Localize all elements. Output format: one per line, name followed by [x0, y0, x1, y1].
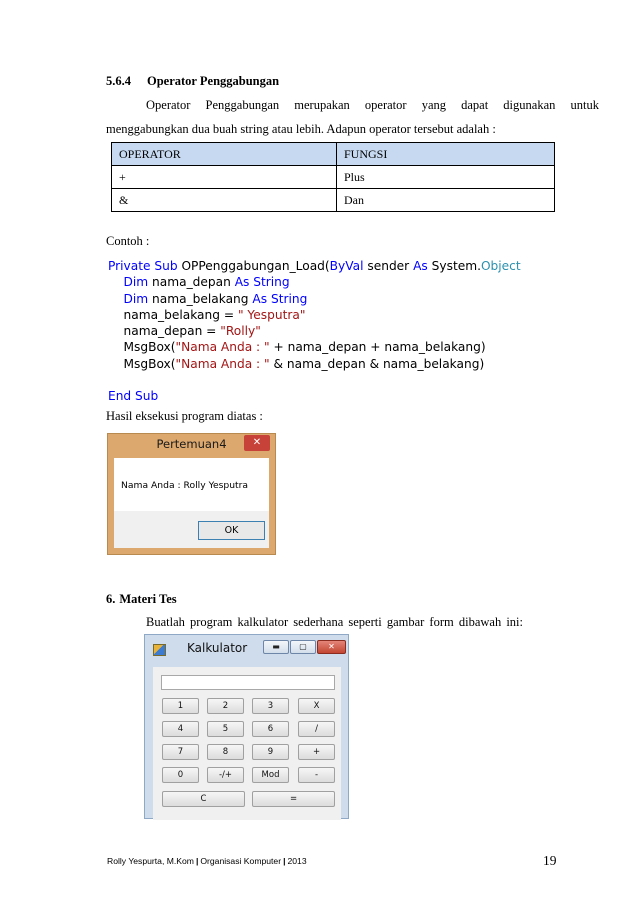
minimize-icon[interactable]: ▬	[263, 640, 289, 654]
close-icon[interactable]: ✕	[317, 640, 346, 654]
code-string: "Nama Anda : "	[175, 340, 270, 355]
equals-button[interactable]: =	[252, 791, 335, 807]
table-cell: Dan	[337, 189, 555, 212]
code-keyword: As String	[252, 291, 308, 306]
code-keyword: As	[413, 259, 428, 273]
code-string: "Nama Anda : "	[175, 356, 270, 371]
calculator-titlebar	[145, 635, 348, 663]
code-line	[108, 291, 521, 307]
code-keyword: As String	[234, 275, 290, 290]
code-string: " Yesputra"	[237, 307, 306, 322]
code-text: & nama_depan & nama_belakang)	[269, 356, 485, 371]
key-divide-button[interactable]: /	[298, 721, 335, 737]
key-6-button[interactable]: 6	[252, 721, 289, 737]
section-number: 5.6.4	[106, 74, 131, 88]
table-row	[112, 189, 555, 212]
table-row	[112, 166, 555, 189]
code-text: MsgBox(	[123, 356, 176, 371]
msgbox-message: Nama Anda : Rolly Yesputra	[121, 480, 249, 491]
app-icon	[153, 644, 166, 656]
key-mod-button[interactable]: Mod	[252, 767, 289, 783]
code-keyword: Dim	[123, 275, 149, 290]
calculator-title: Kalkulator	[187, 641, 248, 655]
calculator-window	[144, 634, 349, 819]
table-cell: Plus	[337, 166, 555, 189]
code-text: sender	[363, 259, 414, 273]
code-line	[108, 323, 521, 339]
calculator-client	[153, 667, 341, 820]
section-heading	[106, 74, 279, 89]
footer-year: 2013	[287, 856, 307, 866]
code-text: nama_depan =	[123, 324, 221, 339]
code-type: Object	[480, 259, 521, 273]
section-6-title: Materi Tes	[119, 592, 177, 606]
key-plus-button[interactable]: +	[298, 744, 335, 760]
page-footer	[107, 856, 307, 866]
section-6-heading	[106, 592, 177, 607]
code-line	[108, 356, 521, 372]
code-keyword: ByVal	[329, 259, 364, 273]
key-1-button[interactable]: 1	[162, 698, 199, 714]
msgbox-window	[107, 433, 276, 555]
footer-separator: |	[195, 856, 199, 866]
code-text: nama_belakang =	[123, 307, 238, 322]
page-number: 19	[543, 853, 557, 868]
key-multiply-button[interactable]: X	[298, 698, 335, 714]
code-line	[108, 274, 521, 290]
footer-course: Organisasi Komputer	[200, 856, 282, 866]
code-text: OPPenggabungan_Load(	[181, 259, 330, 273]
section-6-number: 6.	[106, 592, 116, 606]
operator-table	[111, 142, 555, 212]
key-2-button[interactable]: 2	[207, 698, 244, 714]
key-3-button[interactable]: 3	[252, 698, 289, 714]
key-minus-button[interactable]: -	[298, 767, 335, 783]
code-text: nama_depan	[148, 275, 235, 290]
paragraph-line-2: menggabungkan dua buah string atau lebih. Adapun operator tersebut adalah :	[106, 122, 496, 136]
instruction-text: Buatlah program kalkulator sederhana seperti gambar form dibawah ini:	[146, 615, 523, 629]
clear-button[interactable]: C	[162, 791, 245, 807]
table-header-row	[112, 143, 555, 166]
code-keyword: End Sub	[108, 389, 159, 404]
code-keyword: Private Sub	[108, 259, 182, 273]
code-blank-line	[108, 372, 521, 388]
code-block	[108, 258, 521, 405]
hasil-label: Hasil eksekusi program diatas :	[106, 409, 263, 423]
footer-author: Rolly Yespurta, M.Kom	[107, 856, 194, 866]
code-keyword: Dim	[123, 291, 149, 306]
table-header-fungsi: FUNGSI	[337, 143, 555, 166]
code-line	[108, 307, 521, 323]
code-text: nama_belakang	[148, 291, 253, 306]
key-8-button[interactable]: 8	[207, 744, 244, 760]
code-line	[108, 388, 521, 404]
calculator-display-input[interactable]	[161, 675, 335, 690]
msgbox-footer	[114, 511, 269, 548]
table-cell: &	[112, 189, 337, 212]
key-4-button[interactable]: 4	[162, 721, 199, 737]
code-text: + nama_depan + nama_belakang)	[269, 340, 486, 355]
key-9-button[interactable]: 9	[252, 744, 289, 760]
close-icon[interactable]: ✕	[244, 435, 270, 451]
key-5-button[interactable]: 5	[207, 721, 244, 737]
key-7-button[interactable]: 7	[162, 744, 199, 760]
ok-button[interactable]: OK	[198, 521, 265, 540]
key-negate-button[interactable]: -/+	[207, 767, 244, 783]
paragraph-line-1: Operator Penggabungan merupakan operator yang dapat digunakan untuk	[146, 98, 599, 112]
table-header-operator: OPERATOR	[112, 143, 337, 166]
code-text: MsgBox(	[123, 340, 176, 355]
code-text: System.	[427, 259, 481, 273]
key-0-button[interactable]: 0	[162, 767, 199, 783]
maximize-icon[interactable]: ▢	[290, 640, 316, 654]
table-cell: +	[112, 166, 337, 189]
code-string: "Rolly"	[220, 324, 261, 339]
contoh-label: Contoh :	[106, 234, 150, 248]
msgbox-title: Pertemuan4	[156, 437, 227, 451]
code-line	[108, 258, 521, 274]
section-title: Operator Penggabungan	[147, 74, 280, 88]
footer-separator: |	[283, 856, 286, 866]
code-line	[108, 339, 521, 355]
msgbox-body	[114, 458, 269, 511]
